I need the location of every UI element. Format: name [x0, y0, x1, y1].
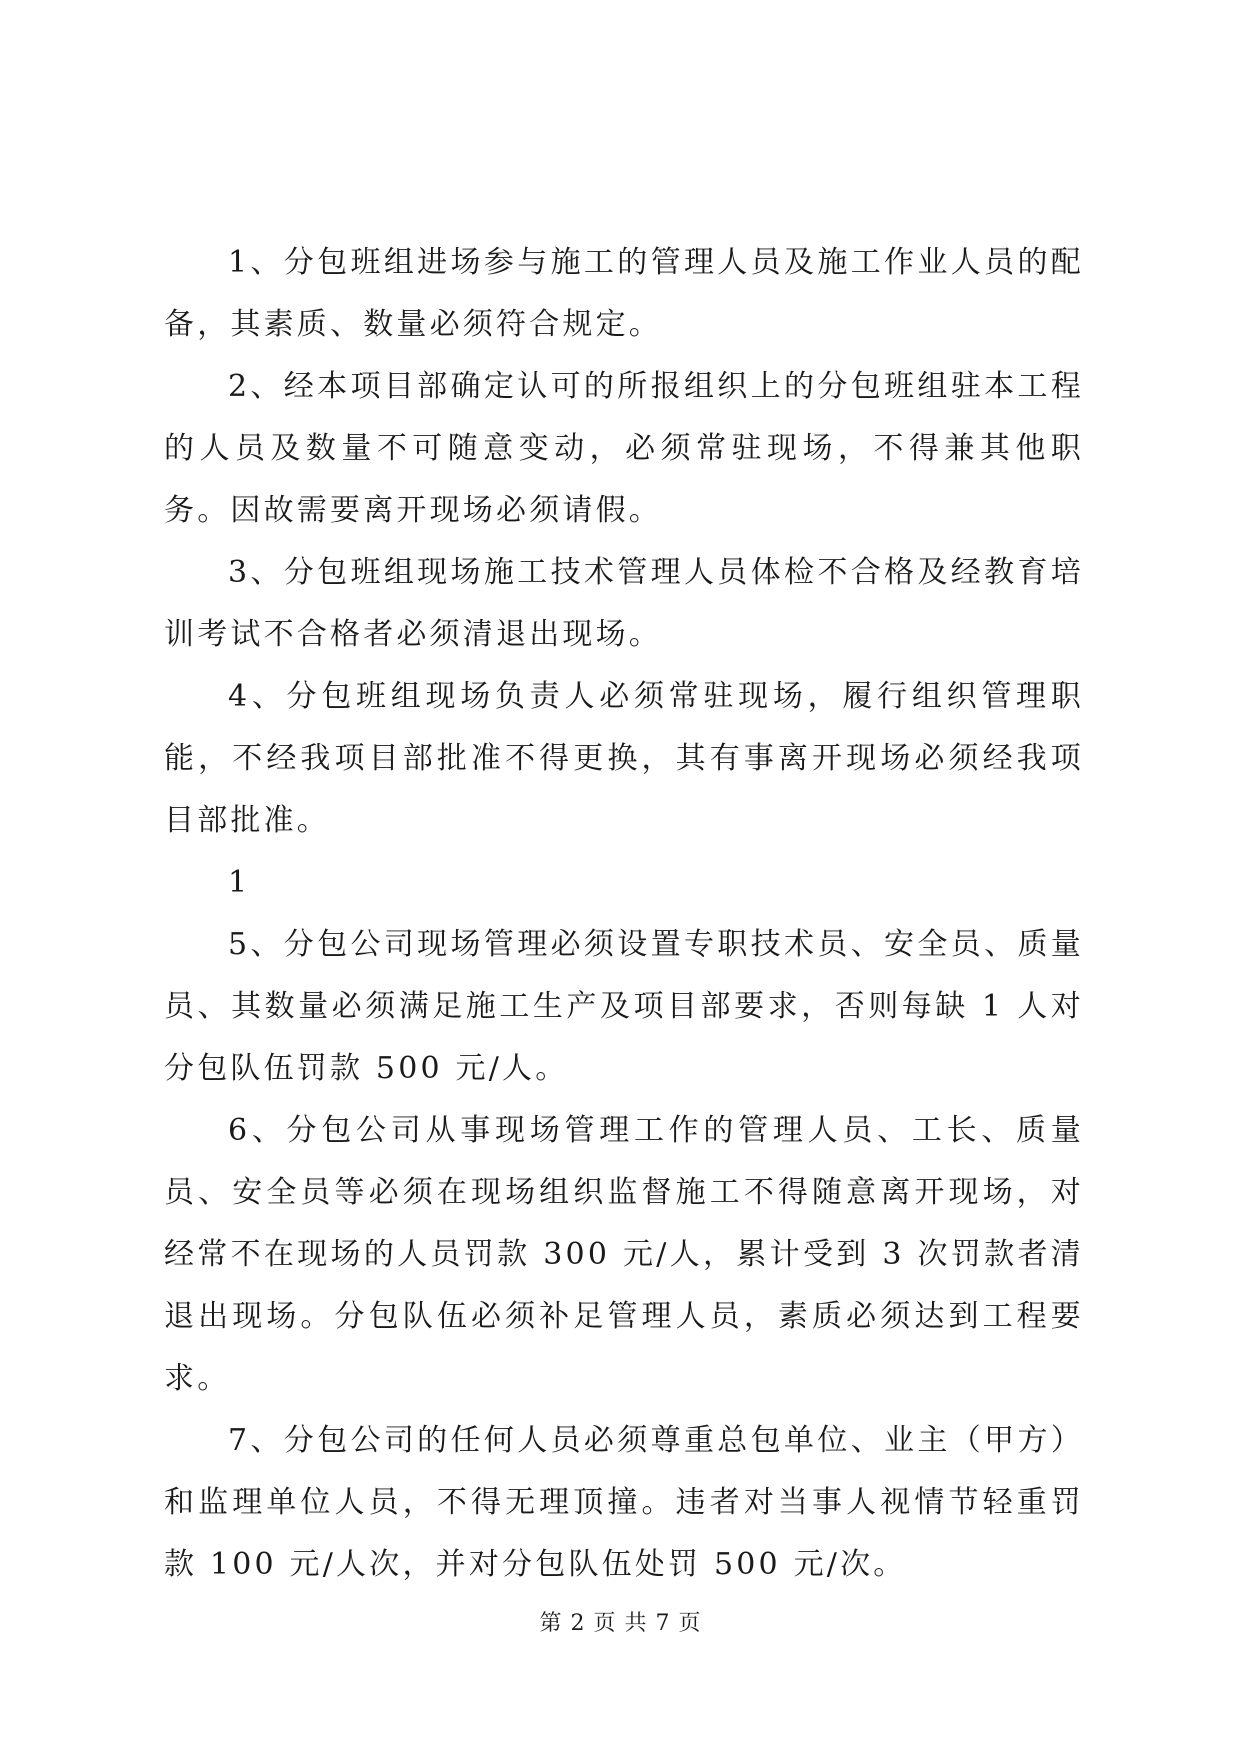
document-body [164, 232, 1084, 1596]
paragraph-3: 3、分包班组现场施工技术管理人员体检不合格及经教育培训考试不合格者必须清退出现场。 [164, 555, 1084, 652]
paragraph-5: 5、分包公司现场管理必须设置专职技术员、安全员、质量员、其数量必须满足施工生产及项目部要求，否则每缺 1 人对分包队伍罚款 500 元/人。 [164, 927, 1084, 1086]
paragraph-2: 2、经本项目部确定认可的所报组织上的分包班组驻本工程的人员及数量不可随意变动，必须常驻现场，不得兼其他职务。因故需要离开现场必须请假。 [164, 369, 1084, 528]
page-footer: 第 2 页 共 7 页 [539, 1611, 702, 1636]
paragraph-4: 4、分包班组现场负责人必须常驻现场，履行组织管理职能，不经我项目部批准不得更换，其有事离开现场必须经我项目部批准。 [164, 679, 1084, 838]
paragraph-6: 6、分包公司从事现场管理工作的管理人员、工长、质量员、安全员等必须在现场组织监督施工不得随意离开现场，对经常不在现场的人员罚款 300 元/人，累计受到 3 次罚款者清退出现场。分包队伍必须补足管理人员，素质必须达到工程要求。 [164, 1113, 1084, 1396]
inline-page-mark: 1 [228, 865, 248, 900]
paragraph-7: 7、分包公司的任何人员必须尊重总包单位、业主（甲方）和监理单位人员，不得无理顶撞。违者对当事人视情节轻重罚款 100 元/人次，并对分包队伍处罚 500 元/次。 [164, 1423, 1084, 1582]
paragraph-1: 1、分包班组进场参与施工的管理人员及施工作业人员的配备，其素质、数量必须符合规定。 [164, 245, 1084, 342]
